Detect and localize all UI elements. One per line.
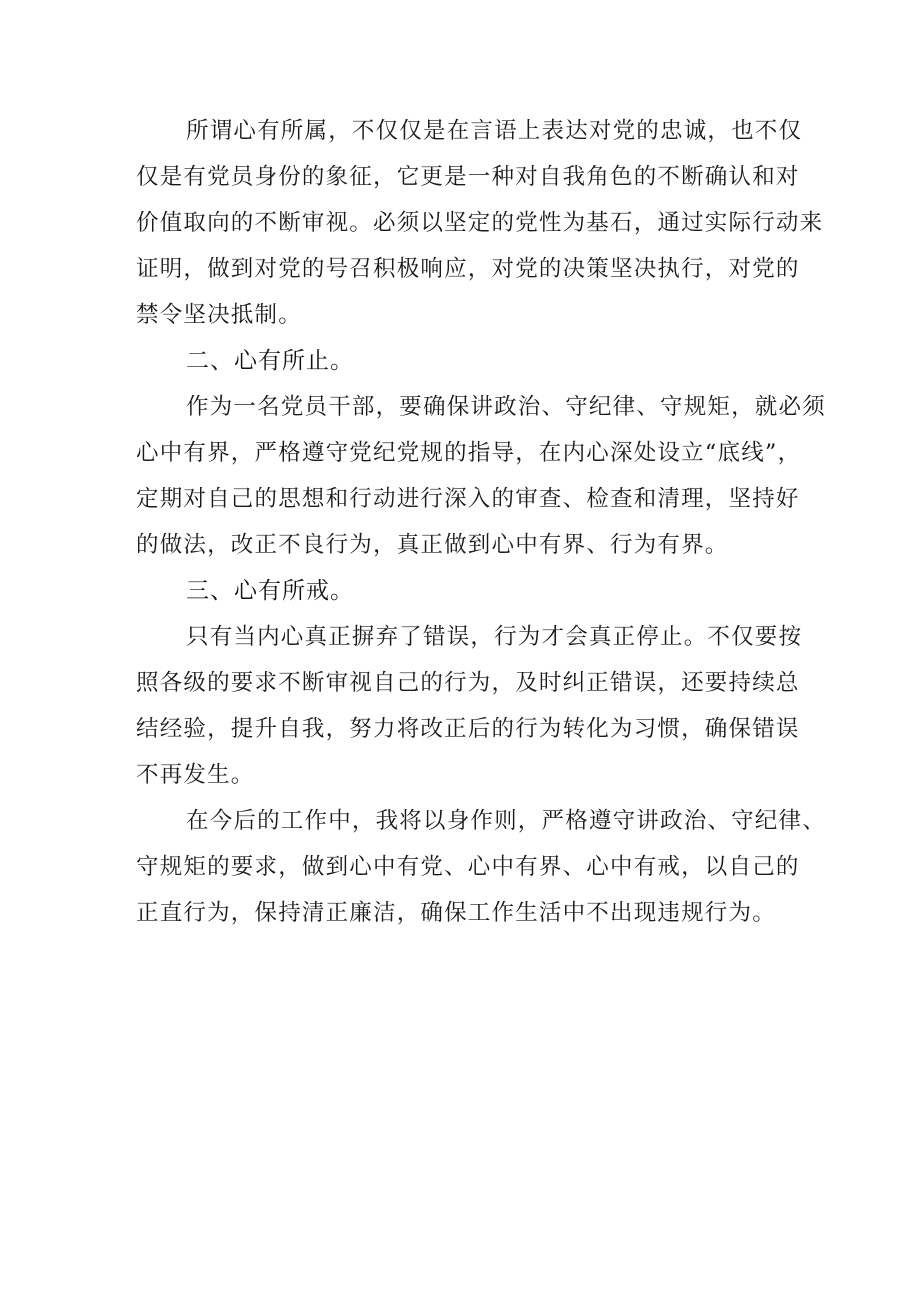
paragraph-line: 在今后的工作中，我将以身作则，严格遵守讲政治、守纪律、: [186, 808, 826, 834]
paragraph-line: 照各级的要求不断审视自己的行为，及时纠正错误，还要持续总: [136, 670, 800, 696]
paragraph-line: 正直行为，保持清正廉洁，确保工作生活中不出现违规行为。: [136, 900, 776, 926]
document-body: [136, 108, 826, 936]
paragraph-line: 心中有界，严格遵守党纪党规的指导，在内心深处设立“底线”，: [136, 440, 802, 466]
paragraph-conclusion: [136, 798, 826, 936]
section-heading-3: 三、心有所戒。: [186, 578, 354, 604]
paragraph-line: 不再发生。: [136, 762, 255, 788]
paragraph-heart-vigilance: [136, 614, 803, 798]
paragraph-heart-belonging: [136, 108, 824, 338]
paragraph-line: 禁令坚决抵制。: [136, 302, 302, 328]
paragraph-heart-restraint: [136, 384, 826, 568]
paragraph-line: 的做法，改正不良行为，真正做到心中有界、行为有界。: [136, 532, 729, 558]
section-heading-2: 二、心有所止。: [186, 348, 354, 374]
paragraph-line: 定期对自己的思想和行动进行深入的审查、检查和清理，坚持好: [136, 486, 800, 512]
paragraph-line: 仅是有党员身份的象征，它更是一种对自我角色的不断确认和对: [136, 164, 800, 190]
paragraph-line: 价值取向的不断审视。必须以坚定的党性为基石，通过实际行动来: [136, 210, 824, 236]
paragraph-line: 所谓心有所属，不仅仅是在言语上表达对党的忠诚，也不仅: [186, 118, 803, 144]
paragraph-line: 结经验，提升自我，努力将改正后的行为转化为习惯，确保错误: [136, 716, 800, 742]
paragraph-line: 只有当内心真正摒弃了错误，行为才会真正停止。不仅要按: [186, 624, 803, 650]
paragraph-line: 守规矩的要求，做到心中有党、心中有界、心中有戒，以自己的: [136, 854, 800, 880]
paragraph-line: 证明，做到对党的号召积极响应，对党的决策坚决执行，对党的: [136, 256, 800, 282]
paragraph-line: 作为一名党员干部，要确保讲政治、守纪律、守规矩，就必须: [186, 394, 826, 420]
